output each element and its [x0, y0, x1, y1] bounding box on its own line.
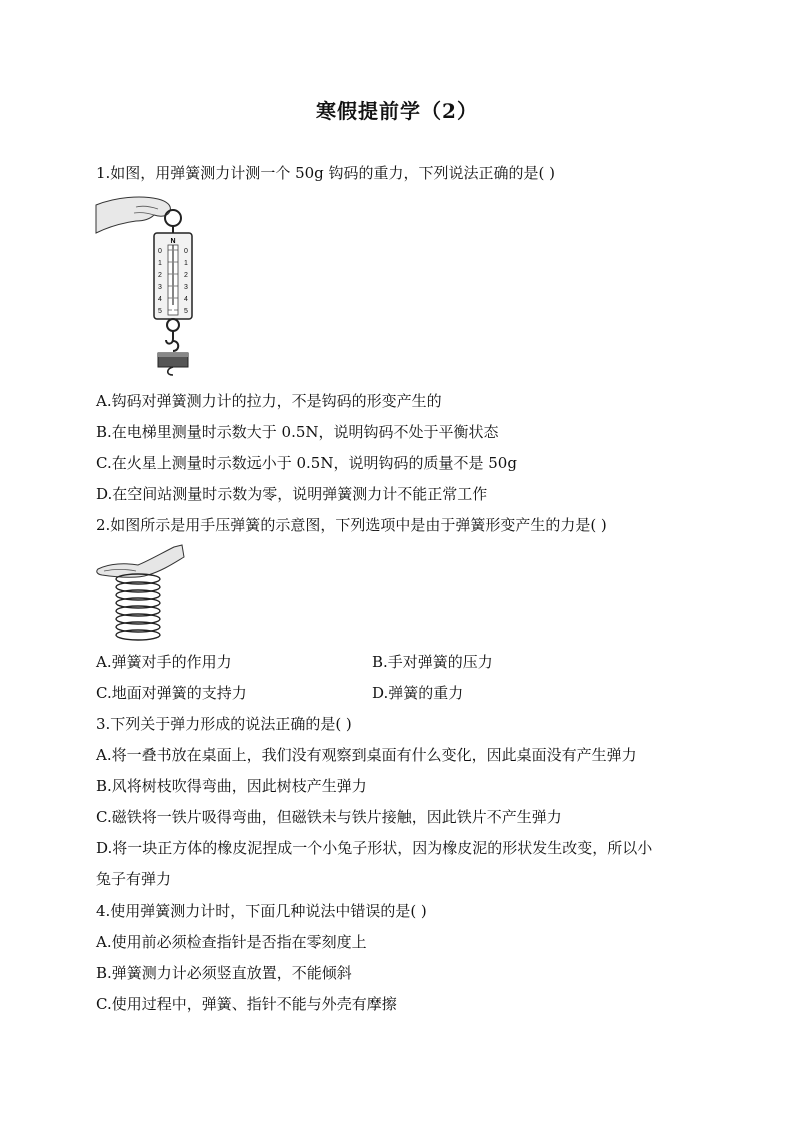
scale-left-2: 2: [158, 272, 162, 279]
scale-left-5: 5: [158, 308, 162, 315]
question-2-stem: 2.如图所示是用手压弹簧的示意图，下列选项中是由于弹簧形变产生的力是( ): [96, 516, 607, 534]
q1-option-d: D.在空间站测量时示数为零，说明弹簧测力计不能正常工作: [96, 485, 488, 503]
scale-left-3: 3: [158, 284, 162, 291]
hand-pressing-spring-figure: [96, 543, 186, 643]
scale-right-0: 0: [184, 248, 188, 255]
q4-option-b: B.弹簧测力计必须竖直放置，不能倾斜: [96, 964, 352, 982]
scale-right-3: 3: [184, 284, 188, 291]
scale-right-4: 4: [184, 296, 188, 303]
scale-right-5: 5: [184, 308, 188, 315]
q2-option-d: D.弹簧的重力: [372, 684, 464, 702]
spring-scale-figure: [96, 193, 196, 383]
question-1-stem: 1.如图，用弹簧测力计测一个 50g 钩码的重力，下列说法正确的是( ): [96, 164, 556, 182]
scale-left-1: 1: [158, 260, 162, 267]
q3-option-c: C.磁铁将一铁片吸得弯曲，但磁铁未与铁片接触，因此铁片不产生弹力: [96, 808, 562, 826]
q2-option-b: B.手对弹簧的压力: [372, 653, 493, 671]
q4-option-c: C.使用过程中，弹簧、指针不能与外壳有摩擦: [96, 995, 397, 1013]
q4-option-a: A.使用前必须检查指针是否指在零刻度上: [96, 933, 367, 951]
page-title: 寒假提前学（2）: [316, 99, 478, 123]
question-4-stem: 4.使用弹簧测力计时，下面几种说法中错误的是( ): [96, 902, 427, 920]
q3-option-b: B.风将树枝吹得弯曲，因此树枝产生弹力: [96, 777, 367, 795]
scale-left-4: 4: [158, 296, 162, 303]
scale-unit: N: [170, 238, 176, 245]
scale-right-1: 1: [184, 260, 188, 267]
q1-option-c: C.在火星上测量时示数远小于 0.5N，说明钩码的质量不是 50g: [96, 454, 517, 472]
q2-option-c: C.地面对弹簧的支持力: [96, 684, 247, 702]
q1-option-b: B.在电梯里测量时示数大于 0.5N，说明钩码不处于平衡状态: [96, 423, 499, 441]
q1-option-a: A.钩码对弹簧测力计的拉力，不是钩码的形变产生的: [96, 392, 442, 410]
scale-left-0: 0: [158, 248, 162, 255]
q2-option-a: A.弹簧对手的作用力: [96, 653, 232, 671]
question-3-stem: 3.下列关于弹力形成的说法正确的是( ): [96, 715, 352, 733]
q3-option-a: A.将一叠书放在桌面上，我们没有观察到桌面有什么变化，因此桌面没有产生弹力: [96, 746, 637, 764]
q3-option-d-continued: 兔子有弹力: [96, 870, 172, 888]
q3-option-d: D.将一块正方体的橡皮泥捏成一个小兔子形状，因为橡皮泥的形状发生改变，所以小: [96, 839, 653, 857]
scale-right-2: 2: [184, 272, 188, 279]
